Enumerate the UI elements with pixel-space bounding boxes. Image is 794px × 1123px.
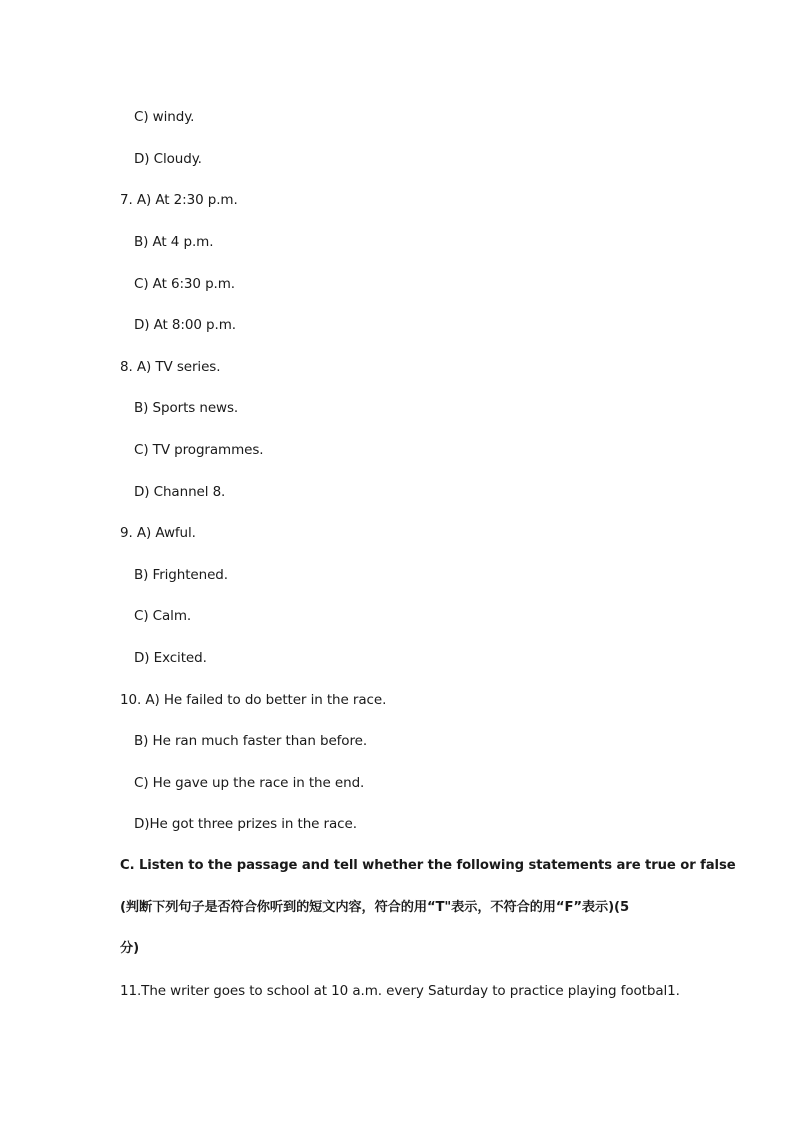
section-c-score: 分): [120, 941, 140, 956]
option-8c: C) TV programmes.: [134, 442, 264, 458]
option-7a: 7. A) At 2:30 p.m.: [120, 192, 238, 208]
option-9d: D) Excited.: [134, 650, 207, 666]
option-6d: D) Cloudy.: [134, 151, 202, 167]
option-9a: 9. A) Awful.: [120, 525, 196, 541]
option-8d: D) Channel 8.: [134, 484, 226, 500]
section-c-instruction: (判断下列句子是否符合你听到的短文内容，符合的用“T"表示，不符合的用“F”表示)(5: [120, 900, 630, 915]
option-7b: B) At 4 p.m.: [134, 234, 214, 250]
statement-11: 11.The writer goes to school at 10 a.m. every Saturday to practice playing footbal1.: [120, 983, 680, 999]
option-10a: 10. A) He failed to do better in the race.: [120, 692, 387, 708]
option-10c: C) He gave up the race in the end.: [134, 775, 365, 791]
option-10d: D)He got three prizes in the race.: [134, 816, 357, 832]
option-8b: B) Sports news.: [134, 400, 239, 416]
option-10b: B) He ran much faster than before.: [134, 733, 368, 749]
option-7d: D) At 8:00 p.m.: [134, 317, 236, 333]
option-6c: C) windy.: [134, 109, 195, 125]
option-8a: 8. A) TV series.: [120, 359, 221, 375]
section-c-heading: C. Listen to the passage and tell whether the following statements are true or false: [120, 858, 736, 873]
option-7c: C) At 6:30 p.m.: [134, 276, 235, 292]
option-9c: C) Calm.: [134, 608, 192, 624]
option-9b: B) Frightened.: [134, 567, 228, 583]
